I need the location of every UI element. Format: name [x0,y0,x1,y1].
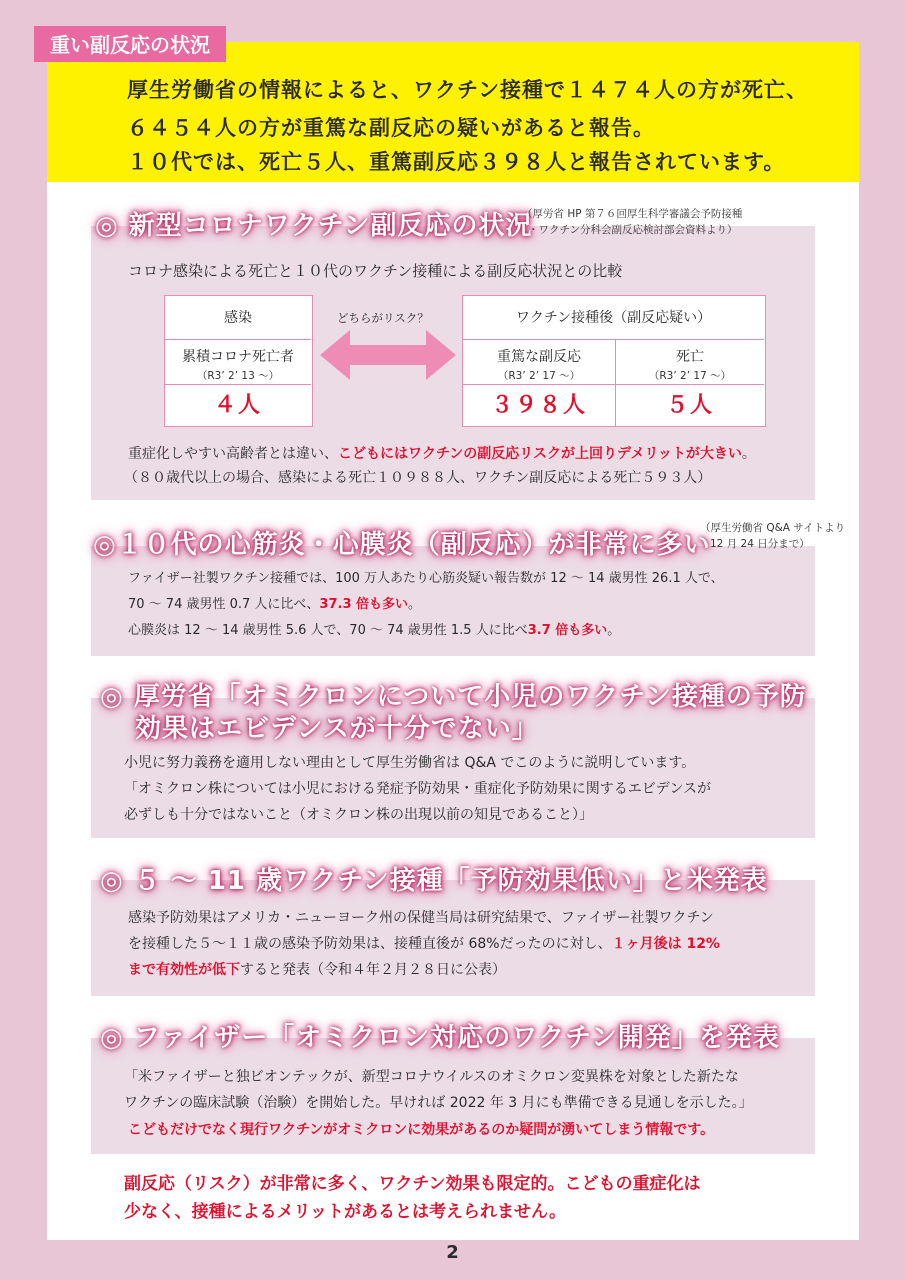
section-2-line-1: ファイザー社製ワクチン接種では、100 万人あたり心筋炎疑い報告数が 12 〜 14 歳男性 26.1 人で、 [128,571,724,586]
section-1-line-2: （８０歳代以上の場合、感染による死亡１０９８８人、ワクチン副反応による死亡５９３人） [124,470,712,486]
section-4-line-1: 感染予防効果はアメリカ・ニューヨーク州の保健当局は研究結果で、ファイザー社製ワクチン [128,910,714,926]
page-number: 2 [446,1242,459,1263]
section-3-heading-2: 効果はエビデンスが十分でない」 [135,714,539,744]
infection-table [164,295,313,427]
vaccine-table [462,295,766,427]
death-label: 死亡 [676,349,704,365]
section-5-line-1: 「米ファイザーと独ビオンテックが、新型コロナウイルスのオミクロン変異株を対象とした新たな [124,1069,739,1085]
section-2-heading: ◎１０代の心筋炎・心膜炎（副反応）が非常に多い [93,530,711,560]
intro-line-3: １０代では、死亡５人、重篤副反応３９８人と報告されています。 [127,150,786,174]
section-3-line-2: 「オミクロン株については小児における発症予防効果・重症化予防効果に関するエビデンスが [124,781,712,797]
section-4-line-3-highlight: まで有効性が低下 [128,962,240,978]
section-1-source-1: （厚労省 HP 第７６回厚生科学審議会予防接種 [522,208,743,220]
section-1-line-1-pre: 重症化しやすい高齢者とは違い、 [128,446,338,462]
infection-header: 感染 [165,296,311,340]
section-5-line-2: ワクチンの臨床試験（治験）を開始した。早ければ 2022 年 3 月にも準備できる見通しを示した。」 [124,1095,753,1111]
section-4-line-2-pre: を接種した５〜１１歳の感染予防効果は、接種直後が 68%だったのに対し、 [128,936,612,952]
section-1-source-2: ・ワクチン分科会副反応検討部会資料より） [528,224,738,236]
section-1-heading: ◎ 新型コロナワクチン副反応の状況 [95,211,533,241]
section-1-line-1 [128,441,756,467]
section-5-heading: ◎ ファイザー「オミクロン対応のワクチン開発」を発表 [100,1023,780,1053]
intro-banner [47,42,859,182]
section-2-line-3-highlight: 3.7 倍も多い [527,623,608,638]
vaccine-header: ワクチン接種後（副反応疑い） [463,296,764,340]
section-3-line-1: 小児に努力義務を適用しない理由として厚生労働省は Q&A でこのように説明しています。 [124,755,696,771]
section-1-subtitle: コロナ感染による死亡と１０代のワクチン接種による副反応状況との比較 [128,262,623,280]
section-1-line-1-post: 。 [741,446,756,462]
serious-value: ３９８人 [490,393,587,418]
arrow-label: どちらがリスク？ [337,311,429,325]
death-period: （R3’ 2’ 17 〜） [648,370,732,382]
death-value: ５人 [665,393,714,418]
section-2-line-2-post: 。 [408,597,422,612]
section-2-line-2-highlight: 37.3 倍も多い [319,597,409,612]
section-4-line-2-highlight: １ヶ月後は 12% [611,936,720,952]
section-3-heading-1: ◎ 厚労省「オミクロンについて小児のワクチン接種の予防 [100,682,807,712]
section-2-line-3-pre: 心膜炎は 12 〜 14 歳男性 5.6 人で、70 〜 74 歳男性 1.5 人に比べ [128,623,528,638]
section-1-line-1-highlight: こどもにはワクチンの副反応リスクが上回りデメリットが大きい [338,446,742,462]
section-2-source-2: 12 月 24 日分まで） [710,538,810,550]
section-4-line-3-post: すると発表（令和４年２月２８日に公表） [240,962,506,978]
intro-line-1: 厚生労働省の情報によると、ワクチン接種で１４７４人の方が死亡、 [127,78,808,102]
section-2-line-2 [128,592,421,618]
section-2-line-3 [128,618,620,644]
serious-period: （R3’ 2’ 17 〜） [497,370,581,382]
section-2-line-3-post: 。 [607,623,621,638]
conclusion-line-2: 少なく、接種によるメリットがあるとは考えられません。 [124,1202,566,1222]
serious-label: 重篤な副反応 [497,349,581,365]
section-tag: 重い副反応の状況 [34,26,226,62]
section-5-line-3: こどもだけでなく現行ワクチンがオミクロンに効果があるのか疑問が湧いてしまう情報です。 [128,1122,715,1138]
section-2-source-1: （厚生労働省 Q&A サイトより [700,522,846,534]
section-3-line-3: 必ずしも十分ではないこと（オミクロン株の出現以前の知見であること）」 [124,807,593,823]
infection-period: （R3’ 2’ 13 〜） [196,370,280,382]
section-4-line-3 [128,957,506,983]
conclusion-line-1: 副反応（リスク）が非常に多く、ワクチン効果も限定的。こどもの重症化は [124,1174,701,1194]
section-4-line-2 [128,931,720,957]
intro-line-2: ６４５４人の方が重篤な副反応の疑いがあると報告。 [127,116,655,140]
section-2-line-2-pre: 70 〜 74 歳男性 0.7 人に比べ、 [128,597,320,612]
infection-label: 累積コロナ死亡者 [182,349,294,365]
infection-deaths-value: ４人 [165,384,311,426]
section-4-heading: ◎ ５ 〜 11 歳ワクチン接種「予防効果低い」と米発表 [100,866,768,896]
double-arrow-icon [318,328,458,382]
